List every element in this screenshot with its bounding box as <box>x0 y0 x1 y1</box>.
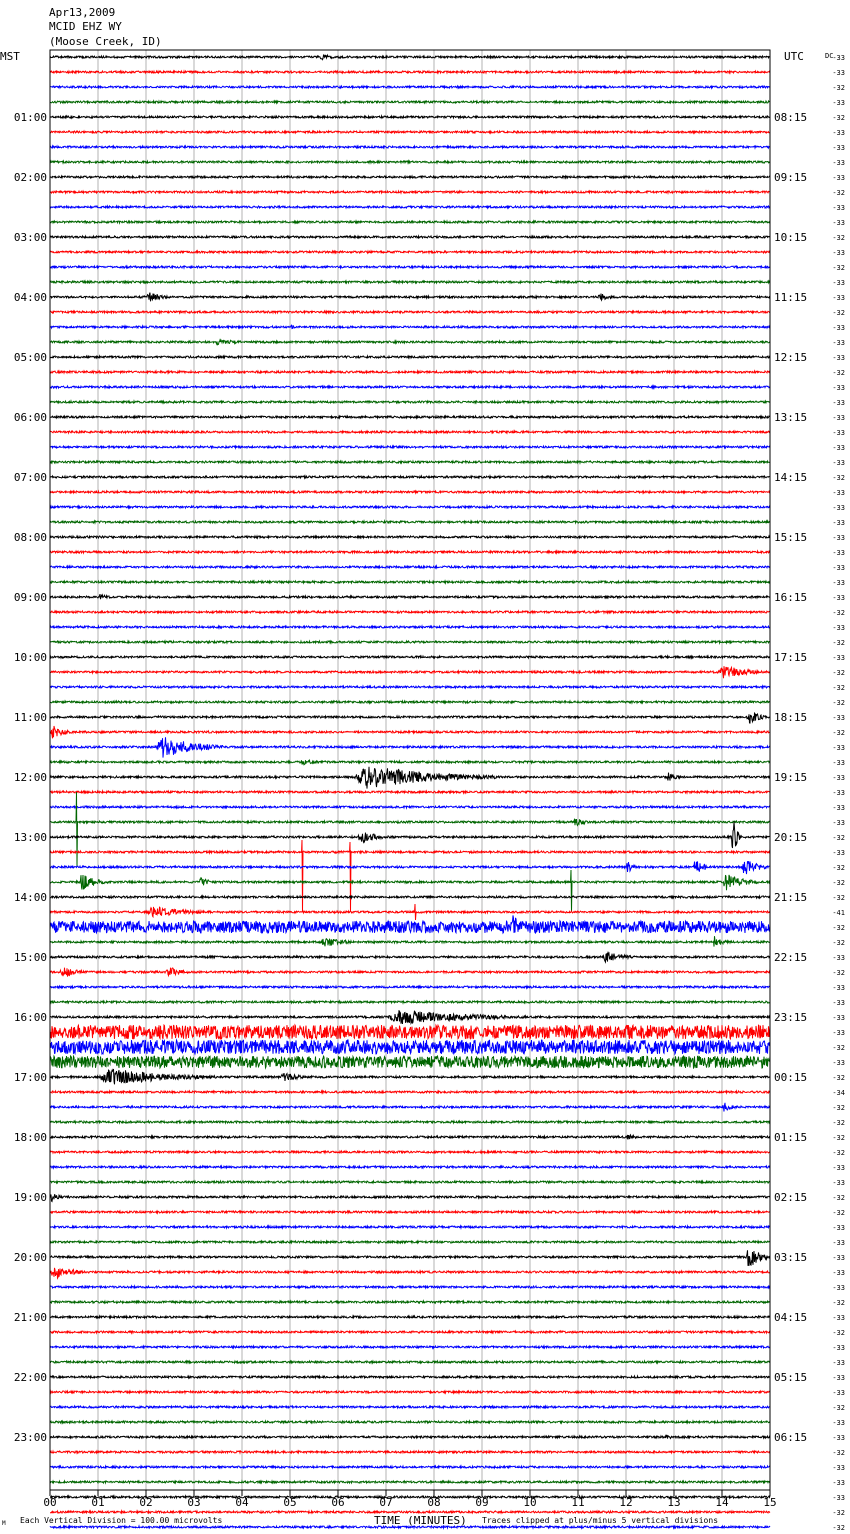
dc-offset-label: -33 <box>832 654 845 662</box>
trace-line <box>50 206 770 208</box>
trace-line <box>50 340 770 345</box>
trace-line <box>50 1301 770 1303</box>
dc-offset-label: -33 <box>832 339 845 347</box>
trace-line <box>50 566 770 568</box>
right-hour-label: 15:15 <box>774 531 808 544</box>
left-hour-label: 15:00 <box>13 951 47 964</box>
right-hour-label: 06:15 <box>774 1431 808 1444</box>
trace-line <box>50 446 770 448</box>
left-hour-label: 08:00 <box>13 531 47 544</box>
trace-line <box>50 221 770 223</box>
x-tick-label: 13 <box>667 1496 681 1509</box>
x-tick-label: 11 <box>571 1496 585 1509</box>
trace-line <box>50 581 770 583</box>
trace-line <box>50 416 770 418</box>
dc-offset-label: -33 <box>832 69 845 77</box>
trace-line <box>50 1466 770 1468</box>
left-hour-label: 20:00 <box>13 1251 47 1264</box>
left-hour-label: 14:00 <box>13 891 47 904</box>
dc-offset-label: -33 <box>832 954 845 962</box>
left-hour-label: 01:00 <box>13 111 47 124</box>
dc-offset-label: -33 <box>832 1059 845 1067</box>
trace-line <box>50 55 770 60</box>
right-hour-label: 04:15 <box>774 1311 808 1324</box>
right-hour-label: 09:15 <box>774 171 808 184</box>
right-hour-label: 14:15 <box>774 471 808 484</box>
dc-offset-label: -33 <box>832 1029 845 1037</box>
trace-line <box>50 792 770 867</box>
x-tick-label: 00 <box>43 1496 57 1509</box>
trace-line <box>50 986 770 988</box>
dc-offset-label: -33 <box>832 1434 845 1442</box>
dc-offset-label: -33 <box>832 819 845 827</box>
left-hour-label: 09:00 <box>13 591 47 604</box>
right-hour-label: 20:15 <box>774 831 808 844</box>
dc-offset-label: -32 <box>832 1194 845 1202</box>
dc-offset-label: -33 <box>832 324 845 332</box>
trace-line <box>50 131 770 133</box>
dc-offset-labels <box>832 54 845 1532</box>
trace-line <box>50 1010 770 1024</box>
trace-line <box>50 1040 770 1054</box>
trace-line <box>50 1056 770 1068</box>
trace-line <box>50 116 770 118</box>
left-hour-label: 12:00 <box>13 771 47 784</box>
x-tick-label: 04 <box>235 1496 249 1509</box>
right-hour-label: 17:15 <box>774 651 808 664</box>
trace-line <box>50 101 770 103</box>
x-tick-label: 10 <box>523 1496 537 1509</box>
left-hour-label: 21:00 <box>13 1311 47 1324</box>
dc-offset-label: -33 <box>832 1269 845 1277</box>
right-hour-label: 10:15 <box>774 231 808 244</box>
trace-line <box>50 386 770 388</box>
trace-line <box>50 176 770 178</box>
dc-offset-label: -32 <box>832 699 845 707</box>
left-hour-labels <box>14 111 47 1444</box>
x-tick-label: 03 <box>187 1496 201 1509</box>
right-hour-label: 16:15 <box>774 591 808 604</box>
dc-offset-label: -33 <box>832 999 845 1007</box>
trace-group <box>50 55 770 1528</box>
trace-line <box>50 491 770 493</box>
trace-line <box>50 1226 770 1228</box>
trace-line <box>50 1069 770 1084</box>
trace-line <box>50 611 770 613</box>
x-axis-title: TIME (MINUTES) <box>374 1514 467 1527</box>
dc-offset-label: -33 <box>832 1359 845 1367</box>
trace-line <box>50 506 770 508</box>
dc-offset-label: -33 <box>832 489 845 497</box>
dc-offset-label: -33 <box>832 594 845 602</box>
trace-line <box>50 281 770 283</box>
right-hour-label: 11:15 <box>774 291 808 304</box>
dc-offset-label: -33 <box>832 1494 845 1502</box>
dc-offset-label: -33 <box>832 624 845 632</box>
x-tick-label: 14 <box>715 1496 729 1509</box>
right-hour-label: 13:15 <box>774 411 808 424</box>
dc-offset-label: -33 <box>832 354 845 362</box>
trace-line <box>50 521 770 523</box>
trace-line <box>50 915 770 933</box>
trace-line <box>50 1451 770 1453</box>
x-tick-labels <box>43 1490 776 1509</box>
dc-offset-label: -33 <box>832 849 845 857</box>
dc-offset-label: -32 <box>832 1209 845 1217</box>
trace-line <box>50 266 770 268</box>
left-hour-label: 04:00 <box>13 291 47 304</box>
x-tick-label: 15 <box>763 1496 777 1509</box>
trace-line <box>50 1135 770 1140</box>
trace-line <box>50 86 770 88</box>
left-hour-label: 07:00 <box>13 471 47 484</box>
trace-line <box>50 146 770 148</box>
dc-offset-label: -32 <box>832 834 845 842</box>
trace-line <box>50 1346 770 1348</box>
dc-offset-label: -32 <box>832 1119 845 1127</box>
dc-offset-label: -32 <box>832 1134 845 1142</box>
dc-offset-label: -33 <box>832 504 845 512</box>
dc-offset-label: -32 <box>832 1104 845 1112</box>
trace-line <box>50 936 770 946</box>
trace-line <box>50 371 770 373</box>
trace-line <box>50 1496 770 1498</box>
dc-offset-label: -33 <box>832 579 845 587</box>
trace-line <box>50 626 770 628</box>
dc-offset-label: -32 <box>832 1149 845 1157</box>
dc-offset-label: -32 <box>832 939 845 947</box>
trace-line <box>50 641 770 643</box>
x-tick-label: 09 <box>475 1496 489 1509</box>
trace-line <box>50 1250 770 1266</box>
dc-offset-label: -33 <box>832 249 845 257</box>
trace-line <box>50 1103 770 1112</box>
dc-offset-label: -33 <box>832 444 845 452</box>
dc-offset-label: -32 <box>832 1404 845 1412</box>
trace-line <box>50 1406 770 1408</box>
dc-offset-label: -32 <box>832 1449 845 1457</box>
dc-offset-label: -33 <box>832 789 845 797</box>
trace-line <box>50 726 770 738</box>
trace-line <box>50 1091 770 1093</box>
dc-offset-label: -34 <box>832 1089 845 1097</box>
right-hour-label: 19:15 <box>774 771 808 784</box>
dc-offset-label: -33 <box>832 1224 845 1232</box>
clip-note: Traces clipped at plus/minus 5 vertical divisions <box>482 1516 719 1525</box>
dc-offset-label: -33 <box>832 804 845 812</box>
trace-line <box>50 861 770 874</box>
trace-line <box>50 251 770 253</box>
trace-line <box>50 1121 770 1123</box>
right-hour-label: 08:15 <box>774 111 808 124</box>
right-hour-label: 23:15 <box>774 1011 808 1024</box>
trace-line <box>50 161 770 163</box>
dc-offset-label: -33 <box>832 549 845 557</box>
trace-line <box>50 1391 770 1393</box>
trace-line <box>50 1435 770 1439</box>
dc-offset-label: -32 <box>832 189 845 197</box>
dc-offset-label: -33 <box>832 384 845 392</box>
dc-offset-label: -32 <box>832 684 845 692</box>
dc-offset-label: -32 <box>832 669 845 677</box>
dc-offset-label: -33 <box>832 744 845 752</box>
dc-offset-label: -33 <box>832 1284 845 1292</box>
dc-offset-label: -32 <box>832 369 845 377</box>
right-hour-label: 03:15 <box>774 1251 808 1264</box>
dc-offset-label: -32 <box>832 1074 845 1082</box>
left-hour-label: 18:00 <box>13 1131 47 1144</box>
dc-offset-label: -33 <box>832 414 845 422</box>
dc-offset-label: -33 <box>832 294 845 302</box>
x-tick-label: 07 <box>379 1496 393 1509</box>
trace-line <box>50 191 770 193</box>
trace-line <box>50 822 770 848</box>
left-hour-label: 17:00 <box>13 1071 47 1084</box>
trace-line <box>50 536 770 538</box>
trace-line <box>50 806 770 808</box>
dc-offset-label: -32 <box>832 894 845 902</box>
dc-offset-label: -33 <box>832 399 845 407</box>
dc-offset-label: -33 <box>832 984 845 992</box>
dc-offset-label: -32 <box>832 234 845 242</box>
trace-line <box>50 1151 770 1153</box>
trace-line <box>50 431 770 433</box>
dc-offset-label: -33 <box>832 54 845 62</box>
dc-offset-label: -32 <box>832 1299 845 1307</box>
trace-line <box>50 1376 770 1378</box>
dc-offset-label: -33 <box>832 1179 845 1187</box>
trace-line <box>50 701 770 703</box>
dc-offset-label: -33 <box>832 1479 845 1487</box>
trace-line <box>50 551 770 553</box>
trace-line <box>50 1286 770 1288</box>
trace-line <box>50 1195 770 1202</box>
right-hour-label: 00:15 <box>774 1071 808 1084</box>
dc-offset-label: -33 <box>832 714 845 722</box>
trace-line <box>50 1025 770 1039</box>
dc-offset-label: -33 <box>832 1164 845 1172</box>
trace-line <box>50 791 770 793</box>
trace-line <box>50 656 770 658</box>
right-hour-label: 05:15 <box>774 1371 808 1384</box>
trace-line <box>50 1001 770 1003</box>
trace-line <box>50 737 770 757</box>
dc-offset-label: -32 <box>832 729 845 737</box>
left-hour-label: 22:00 <box>13 1371 47 1384</box>
dc-offset-label: -32 <box>832 879 845 887</box>
x-tick-label: 12 <box>619 1496 633 1509</box>
trace-line <box>50 686 770 688</box>
dc-offset-label: -41 <box>832 909 845 917</box>
trace-line <box>50 968 770 977</box>
dc-offset-label: -33 <box>832 174 845 182</box>
trace-line <box>50 840 770 912</box>
dc-offset-label: -33 <box>832 159 845 167</box>
trace-line <box>50 1316 770 1318</box>
dc-offset-label: -33 <box>832 144 845 152</box>
right-hour-label: 21:15 <box>774 891 808 904</box>
dc-offset-label: -33 <box>832 1464 845 1472</box>
header-location: (Moose Creek, ID) <box>49 35 162 48</box>
dc-offset-label: -32 <box>832 924 845 932</box>
dc-offset-label: -33 <box>832 774 845 782</box>
header-station: MCID EHZ WY <box>49 20 122 33</box>
right-hour-label: 22:15 <box>774 951 808 964</box>
trace-line <box>50 311 770 313</box>
right-axis-label: UTC <box>784 50 804 63</box>
dc-offset-label: -33 <box>832 759 845 767</box>
dc-offset-label: -32 <box>832 309 845 317</box>
dc-offset-label: -33 <box>832 1374 845 1382</box>
left-hour-label: 23:00 <box>13 1431 47 1444</box>
trace-line <box>50 713 770 723</box>
x-tick-label: 06 <box>331 1496 345 1509</box>
trace-line <box>50 401 770 403</box>
dc-offset-label: -33 <box>832 1389 845 1397</box>
trace-line <box>50 767 770 789</box>
left-hour-label: 16:00 <box>13 1011 47 1024</box>
trace-line <box>50 325 770 328</box>
dc-offset-label: -32 <box>832 114 845 122</box>
right-hour-label: 01:15 <box>774 1131 808 1144</box>
dc-offset-label: -32 <box>832 969 845 977</box>
dc-label: DC <box>825 52 834 60</box>
trace-line <box>50 461 770 463</box>
trace-line <box>50 1181 770 1183</box>
header-date: Apr13,2009 <box>49 6 116 19</box>
dc-offset-label: -32 <box>832 1329 845 1337</box>
trace-line <box>50 870 770 912</box>
x-tick-label: 08 <box>427 1496 441 1509</box>
dc-offset-label: -33 <box>832 519 845 527</box>
dc-offset-label: -33 <box>832 99 845 107</box>
dc-offset-label: -33 <box>832 1314 845 1322</box>
left-hour-label: 02:00 <box>13 171 47 184</box>
dc-offset-label: -33 <box>832 1419 845 1427</box>
dc-offset-label: -33 <box>832 204 845 212</box>
trace-line <box>50 594 770 599</box>
trace-line <box>50 1361 770 1363</box>
dc-offset-label: -33 <box>832 1014 845 1022</box>
trace-line <box>50 1481 770 1483</box>
left-hour-label: 11:00 <box>13 711 47 724</box>
right-hour-label: 18:15 <box>774 711 808 724</box>
trace-line <box>50 666 770 678</box>
dc-offset-label: -33 <box>832 219 845 227</box>
corner-mark: M <box>2 1520 6 1527</box>
dc-offset-label: -32 <box>832 474 845 482</box>
left-hour-label: 19:00 <box>13 1191 47 1204</box>
trace-line <box>50 236 770 238</box>
left-hour-label: 13:00 <box>13 831 47 844</box>
dc-offset-label: -33 <box>832 1344 845 1352</box>
dc-offset-label: -33 <box>832 1254 845 1262</box>
trace-line <box>50 1421 770 1423</box>
trace-line <box>50 760 770 765</box>
dc-offset-label: -33 <box>832 429 845 437</box>
trace-line <box>50 1241 770 1243</box>
dc-offset-label: -32 <box>832 1044 845 1052</box>
right-hour-labels <box>774 111 807 1444</box>
trace-line <box>50 896 770 898</box>
trace-line <box>50 1511 770 1513</box>
left-axis-label: MST <box>0 50 20 63</box>
trace-line <box>50 1268 770 1278</box>
left-hour-label: 03:00 <box>13 231 47 244</box>
scale-note: Each Vertical Division = 100.00 microvolts <box>20 1516 223 1525</box>
trace-line <box>50 293 770 302</box>
right-hour-label: 12:15 <box>774 351 808 364</box>
trace-line <box>50 476 770 478</box>
dc-offset-label: -32 <box>832 609 845 617</box>
dc-offset-label: -33 <box>832 534 845 542</box>
dc-offset-label: -33 <box>832 279 845 287</box>
dc-offset-label: -33 <box>832 129 845 137</box>
dc-offset-label: -32 <box>832 1509 845 1517</box>
left-hour-label: 10:00 <box>13 651 47 664</box>
plot-frame <box>50 50 770 1490</box>
trace-line <box>50 71 770 73</box>
dc-offset-label: -33 <box>832 564 845 572</box>
left-hour-label: 05:00 <box>13 351 47 364</box>
dc-offset-label: -32 <box>832 639 845 647</box>
trace-line <box>50 952 770 962</box>
dc-offset-label: -32 <box>832 1524 845 1532</box>
x-tick-label: 02 <box>139 1496 153 1509</box>
trace-line <box>50 904 770 920</box>
dc-offset-label: -32 <box>832 864 845 872</box>
dc-offset-label: -33 <box>832 1239 845 1247</box>
trace-line <box>50 1331 770 1333</box>
dc-offset-label: -32 <box>832 264 845 272</box>
x-tick-label: 01 <box>91 1496 105 1509</box>
trace-line <box>50 1166 770 1168</box>
right-hour-label: 02:15 <box>774 1191 808 1204</box>
trace-line <box>50 1211 770 1213</box>
trace-line <box>50 356 770 358</box>
left-hour-label: 06:00 <box>13 411 47 424</box>
dc-offset-label: -33 <box>832 459 845 467</box>
dc-offset-label: -32 <box>832 84 845 92</box>
x-tick-label: 05 <box>283 1496 297 1509</box>
